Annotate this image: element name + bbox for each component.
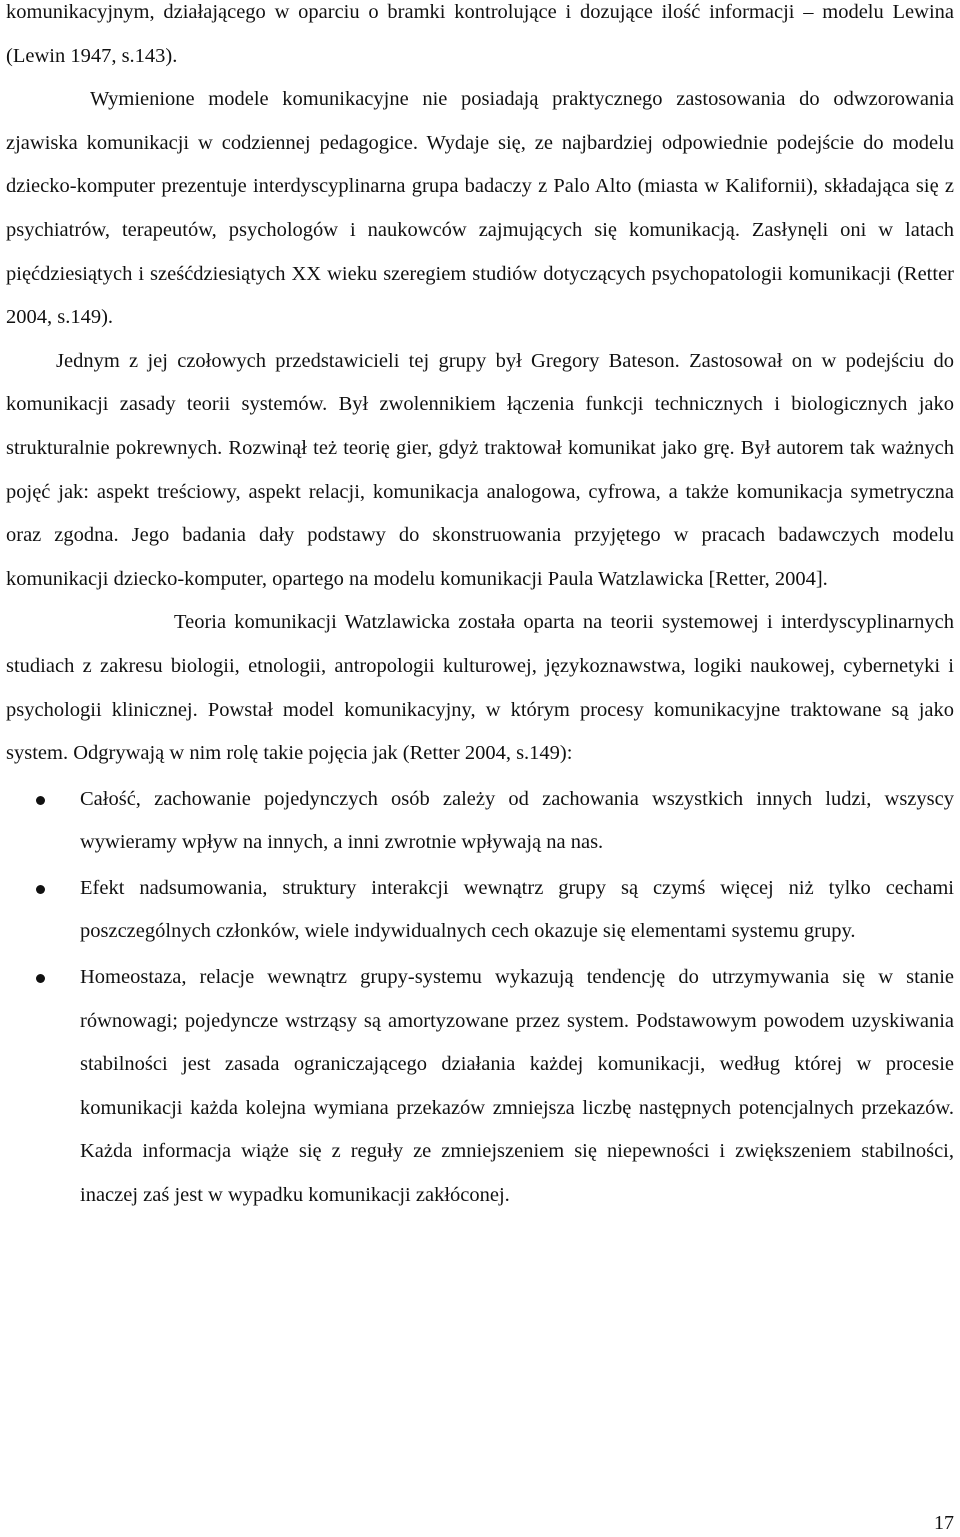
concepts-bullet-list <box>6 778 954 1218</box>
list-item <box>6 778 954 865</box>
page-number: 17 <box>934 1512 954 1534</box>
bullet-icon <box>36 885 45 894</box>
bullet-text: Efekt nadsumowania, struktury interakcji wewnątrz grupy są czymś więcej niż tylko cechami poszczególnych członków, wiele indywidualnych cech okazuje się elementami systemu grupy. <box>80 876 954 943</box>
paragraph-lewin-model: komunikacyjnym, działającego w oparciu o bramki kontrolujące i dozujące ilość informacji – modelu Lewina (Lewin 1947, s.143). <box>6 1 954 67</box>
bullet-icon <box>36 796 45 805</box>
list-item <box>6 956 954 1218</box>
list-item <box>6 867 954 954</box>
paragraph-gregory-bateson: Jednym z jej czołowych przedstawicieli tej grupy był Gregory Bateson. Zastosował on w podejściu do komunikacji zasady teorii systemów. Był zwolennikiem łączenia funkcji technicznych i biologicznych jako strukturalnie pokrewnych. Rozwinął też teorię gier, gdyż traktował komunikat jako grę. Był autorem tak ważnych pojęć jak: aspekt treściowy, aspekt relacji, komunikacja analogowa, cyfrowa, a także komunikacja symetryczna oraz zgodna. Jego badania dały podstawy do skonstruowania przyjętego w pracach badawczych modelu komunikacji dziecko-komputer, opartego na modelu komunikacji Paula Watzlawicka [Retter, 2004]. <box>6 349 954 590</box>
document-page <box>6 0 954 1218</box>
bullet-text: Całość, zachowanie pojedynczych osób zależy od zachowania wszystkich innych ludzi, wszyscy wywieramy wpływ na innych, a inni zwrotnie wpływają na nas. <box>80 787 954 854</box>
bullet-icon <box>36 974 45 983</box>
paragraph-palo-alto-group: Wymienione modele komunikacyjne nie posiadają praktycznego zastosowania do odwzorowania zjawiska komunikacji w codziennej pedagogice. Wydaje się, ze najbardziej odpowiednie podejście do modelu dziecko-komputer prezentuje interdyscyplinarna grupa badaczy z Palo Alto (miasta w Kalifornii), składająca się z psychiatrów, terapeutów, psychologów i naukowców zajmujących się komunikacją. Zasłynęli oni w latach pięćdziesiątych i sześćdziesiątych XX wieku szeregiem studiów dotyczących psychopatologii komunikacji (Retter 2004, s.149). <box>6 88 954 329</box>
paragraph-watzlawick-theory: Teoria komunikacji Watzlawicka została oparta na teorii systemowej i interdyscyplinarnych studiach z zakresu biologii, etnologii, antropologii kulturowej, językoznawstwa, logiki naukowej, cybernetyki i psychologii klinicznej. Powstał model komunikacyjny, w którym procesy komunikacyjne traktowane są jako system. Odgrywają w nim rolę takie pojęcia jak (Retter 2004, s.149): <box>6 611 954 765</box>
bullet-text: Homeostaza, relacje wewnątrz grupy-systemu wykazują tendencję do utrzymywania się w stanie równowagi; pojedyncze wstrząsy są amortyzowane przez system. Podstawowym powodem uzyskiwania stabilności jest zasada ograniczającego działania każdej komunikacji, według której w procesie komunikacji każda kolejna wymiana przekazów zmniejsza liczbę następnych potencjalnych przekazów. Każda informacja wiąże się z reguły ze zmniejszeniem się niepewności i zwiększeniem stabilności, inaczej zaś jest w wypadku komunikacji zakłóconej. <box>80 966 954 1207</box>
